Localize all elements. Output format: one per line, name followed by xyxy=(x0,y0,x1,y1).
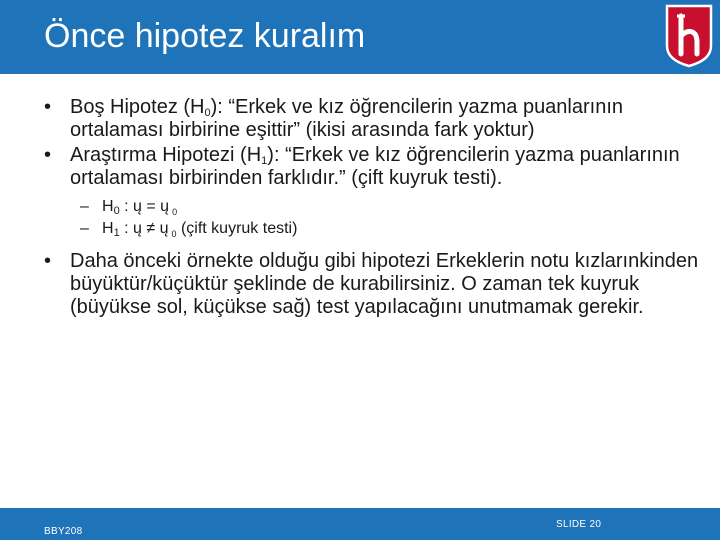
dash-marker: – xyxy=(80,198,89,215)
bullet-text: ): “Erkek ve kız öğrencilerin yazma puanlarının ortalaması birbirine eşittir” (ikisi arasında fark yoktur) xyxy=(70,96,624,141)
dash-marker: – xyxy=(80,220,89,237)
slide-content xyxy=(44,96,704,321)
bullet-null-hypothesis xyxy=(44,96,704,142)
formula-h1 xyxy=(80,218,704,240)
footer-bar xyxy=(0,508,720,540)
formula-h-symbol: H xyxy=(102,220,114,237)
subscript-zero: 0 xyxy=(204,107,211,119)
bullet-research-hypothesis xyxy=(44,144,704,190)
subscript-one: 1 xyxy=(261,155,268,167)
slide-title: Önce hipotez kuralım xyxy=(44,17,366,55)
bullet-text: Daha önceki örnekte olduğu gibi hipotezi Erkeklerin notu kızlarınkinden büyüktür/küçüktür şeklinde de kurabilirsiniz. O zaman tek kuyruk (büyükse sol, küçükse sağ) test yapılacağını unutmamak gerekir. xyxy=(70,250,699,318)
bullet-dot: • xyxy=(44,144,52,166)
bullet-text: Araştırma Hipotezi (H xyxy=(70,144,262,166)
bullet-one-tailed-note xyxy=(44,250,704,319)
bullet-dot: • xyxy=(44,96,52,118)
formula-h-subscript: 0 xyxy=(113,205,120,217)
formula-h-symbol: H xyxy=(102,198,114,215)
formula-text: : ų ≠ ų xyxy=(119,220,169,237)
bullet-text: ): “Erkek ve kız öğrencilerin yazma puanlarının ortalaması birbirinden farklıdır.” (çift kuyruk testi). xyxy=(70,144,680,189)
bullet-dot: • xyxy=(44,250,52,272)
slide-number: SLIDE 20 xyxy=(556,519,602,530)
formula-note: (çift kuyruk testi) xyxy=(176,220,298,237)
course-code: BBY208 xyxy=(44,526,83,537)
hypothesis-formulas xyxy=(80,196,704,240)
title-bar xyxy=(0,0,720,74)
formula-text: : ų = ų xyxy=(119,198,170,215)
bullet-text: Boş Hipotez (H xyxy=(70,96,205,118)
formula-tail-subscript: 0 xyxy=(171,229,177,239)
formula-h0 xyxy=(80,196,704,218)
formula-tail-subscript: 0 xyxy=(172,207,178,217)
university-logo-icon xyxy=(663,2,715,68)
formula-h-subscript: 1 xyxy=(113,227,120,239)
